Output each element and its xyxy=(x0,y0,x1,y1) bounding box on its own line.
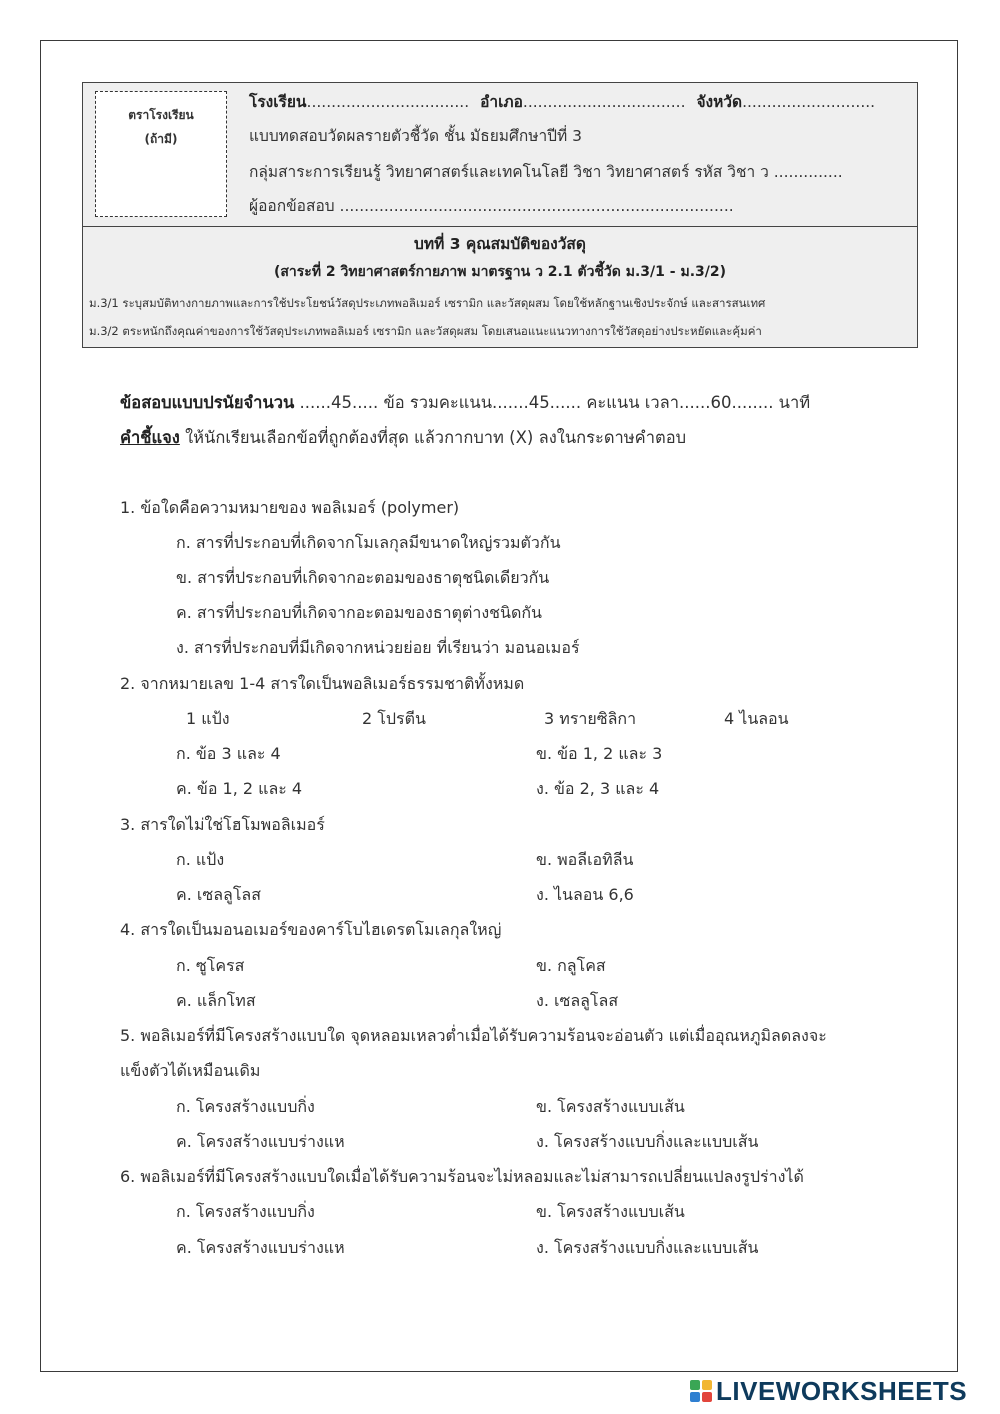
header-info-section xyxy=(83,83,917,227)
question-1-option-d[interactable]: ง. สารที่ประกอบที่มีเกิดจากหน่วยย่อย ที่เรียนว่า มอนอเมอร์ xyxy=(176,638,580,657)
indicator-1: ม.3/1 ระบุสมบัติทางกายภาพและการใช้ประโยชน์วัสดุประเภทพอลิเมอร์ เซรามิก และวัสดุผสม โดยใช้หลักฐานเชิงประจักษ์ และสารสนเทศ xyxy=(89,296,766,310)
logo-square-red xyxy=(702,1392,712,1402)
question-1-option-a[interactable]: ก. สารที่ประกอบที่เกิดจากโมเลกุลมีขนาดใหญ่รวมตัวกัน xyxy=(176,533,561,552)
exam-header xyxy=(82,82,918,348)
logo-square-green xyxy=(690,1380,700,1390)
instruction-label: คำชี้แจง xyxy=(120,428,180,447)
chapter-standard: (สาระที่ 2 วิทยาศาสตร์กายภาพ มาตรฐาน ว 2.1 ตัวชี้วัด ม.3/1 - ม.3/2) xyxy=(273,264,727,280)
question-2-option-b[interactable]: ข. ข้อ 1, 2 และ 3 xyxy=(536,744,663,763)
chapter-title: บทที่ 3 คุณสมบัติของวัสดุ xyxy=(414,235,586,253)
question-6-option-b[interactable]: ข. โครงสร้างแบบเส้น xyxy=(536,1202,685,1221)
indicator-2: ม.3/2 ตระหนักถึงคุณค่าของการใช้วัสดุประเภทพอลิเมอร์ เซรามิก และวัสดุผสม โดยเสนอแนะแนวทางการใช้วัสดุอย่างประหยัดและคุ้มค่า xyxy=(89,324,762,338)
question-5-stem-continued: แข็งตัวได้เหมือนเดิม xyxy=(120,1061,261,1080)
district-label: อำเภอ xyxy=(480,93,523,111)
question-6-option-c[interactable]: ค. โครงสร้างแบบร่างแห xyxy=(176,1238,345,1257)
question-2-option-c[interactable]: ค. ข้อ 1, 2 และ 4 xyxy=(176,779,303,798)
question-5-stem: 5. พอลิเมอร์ที่มีโครงสร้างแบบใด จุดหลอมเหลวต่ำเมื่อได้รับความร้อนจะอ่อนตัว แต่เมื่ออุณหภูมิลดลงจะ xyxy=(120,1026,827,1045)
author-line: ผู้ออกข้อสอบ ................................................................................ xyxy=(249,197,734,215)
logo-square-yellow xyxy=(702,1380,712,1390)
question-4-option-d[interactable]: ง. เซลลูโลส xyxy=(536,991,619,1010)
count-label: ข้อสอบแบบปรนัยจำนวน xyxy=(120,393,295,412)
question-2-stem: 2. จากหมายเลข 1-4 สารใดเป็นพอลิเมอร์ธรรมชาติทั้งหมด xyxy=(120,674,525,693)
question-4-option-b[interactable]: ข. กลูโคส xyxy=(536,956,606,975)
question-3-option-b[interactable]: ข. พอลีเอทิลีน xyxy=(536,850,634,869)
stamp-note: (ถ้ามี) xyxy=(144,132,178,146)
question-2-item-2: 2 โปรตีน xyxy=(362,709,426,728)
question-5-option-a[interactable]: ก. โครงสร้างแบบกิ่ง xyxy=(176,1097,315,1116)
question-1-option-c[interactable]: ค. สารที่ประกอบที่เกิดจากอะตอมของธาตุต่างชนิดกัน xyxy=(176,603,542,622)
question-2-item-3: 3 ทรายซิลิกา xyxy=(544,709,637,728)
question-2-option-a[interactable]: ก. ข้อ 3 และ 4 xyxy=(176,744,281,763)
school-info-line xyxy=(249,89,875,114)
question-5-option-c[interactable]: ค. โครงสร้างแบบร่างแห xyxy=(176,1132,345,1151)
instruction-line xyxy=(120,425,686,451)
test-description: แบบทดสอบวัดผลรายตัวชี้วัด ชั้น มัธยมศึกษาปีที่ 3 xyxy=(249,127,583,145)
logo-square-blue xyxy=(690,1392,700,1402)
question-6-option-a[interactable]: ก. โครงสร้างแบบกิ่ง xyxy=(176,1202,315,1221)
school-stamp-box xyxy=(95,91,227,217)
question-5-option-d[interactable]: ง. โครงสร้างแบบกิ่งและแบบเส้น xyxy=(536,1132,759,1151)
province-label: จังหวัด xyxy=(696,93,743,111)
question-3-option-d[interactable]: ง. ไนลอน 6,6 xyxy=(536,885,634,904)
question-3-option-a[interactable]: ก. แป้ง xyxy=(176,850,225,869)
question-2-item-4: 4 ไนลอน xyxy=(724,709,789,728)
school-label: โรงเรียน xyxy=(249,93,307,111)
instruction-text: ให้นักเรียนเลือกข้อที่ถูกต้องที่สุด แล้วกากบาท (X) ลงในกระดาษคำตอบ xyxy=(179,428,687,447)
count-details: ......45..... ข้อ รวมคะแนน.......45...... คะแนน เวลา......60........ นาที xyxy=(294,393,811,412)
question-1-stem: 1. ข้อใดคือความหมายของ พอลิเมอร์ (polymer) xyxy=(120,498,460,517)
question-4-option-c[interactable]: ค. แล็กโทส xyxy=(176,991,256,1010)
liveworksheets-logo-icon xyxy=(690,1380,712,1402)
question-3-stem: 3. สารใดไม่ใช่โฮโมพอลิเมอร์ xyxy=(120,815,325,834)
question-4-stem: 4. สารใดเป็นมอนอเมอร์ของคาร์โบไฮเดรตโมเลกุลใหญ่ xyxy=(120,920,502,939)
school-blank: ................................. xyxy=(306,93,470,111)
question-1-option-b[interactable]: ข. สารที่ประกอบที่เกิดจากอะตอมของธาตุชนิดเดียวกัน xyxy=(176,568,550,587)
question-5-option-b[interactable]: ข. โครงสร้างแบบเส้น xyxy=(536,1097,685,1116)
question-2-option-d[interactable]: ง. ข้อ 2, 3 และ 4 xyxy=(536,779,660,798)
district-blank: ................................. xyxy=(522,93,686,111)
stamp-label: ตราโรงเรียน xyxy=(128,108,194,122)
question-4-option-a[interactable]: ก. ซูโครส xyxy=(176,956,245,975)
province-blank: ........................... xyxy=(742,93,876,111)
liveworksheets-brand[interactable] xyxy=(690,1376,967,1406)
exam-meta-line xyxy=(120,390,810,416)
question-3-option-c[interactable]: ค. เซลลูโลส xyxy=(176,885,261,904)
question-2-item-1: 1 แป้ง xyxy=(186,709,230,728)
question-6-option-d[interactable]: ง. โครงสร้างแบบกิ่งและแบบเส้น xyxy=(536,1238,759,1257)
subject-line: กลุ่มสาระการเรียนรู้ วิทยาศาสตร์และเทคโนโลยี วิชา วิทยาศาสตร์ รหัส วิชา ว .............. xyxy=(249,163,843,181)
brand-name: LIVEWORKSHEETS xyxy=(716,1375,968,1406)
question-6-stem: 6. พอลิเมอร์ที่มีโครงสร้างแบบใดเมื่อได้รับความร้อนจะไม่หลอมและไม่สามารถเปลี่ยนแปลงรูปร่างได้ xyxy=(120,1167,804,1186)
